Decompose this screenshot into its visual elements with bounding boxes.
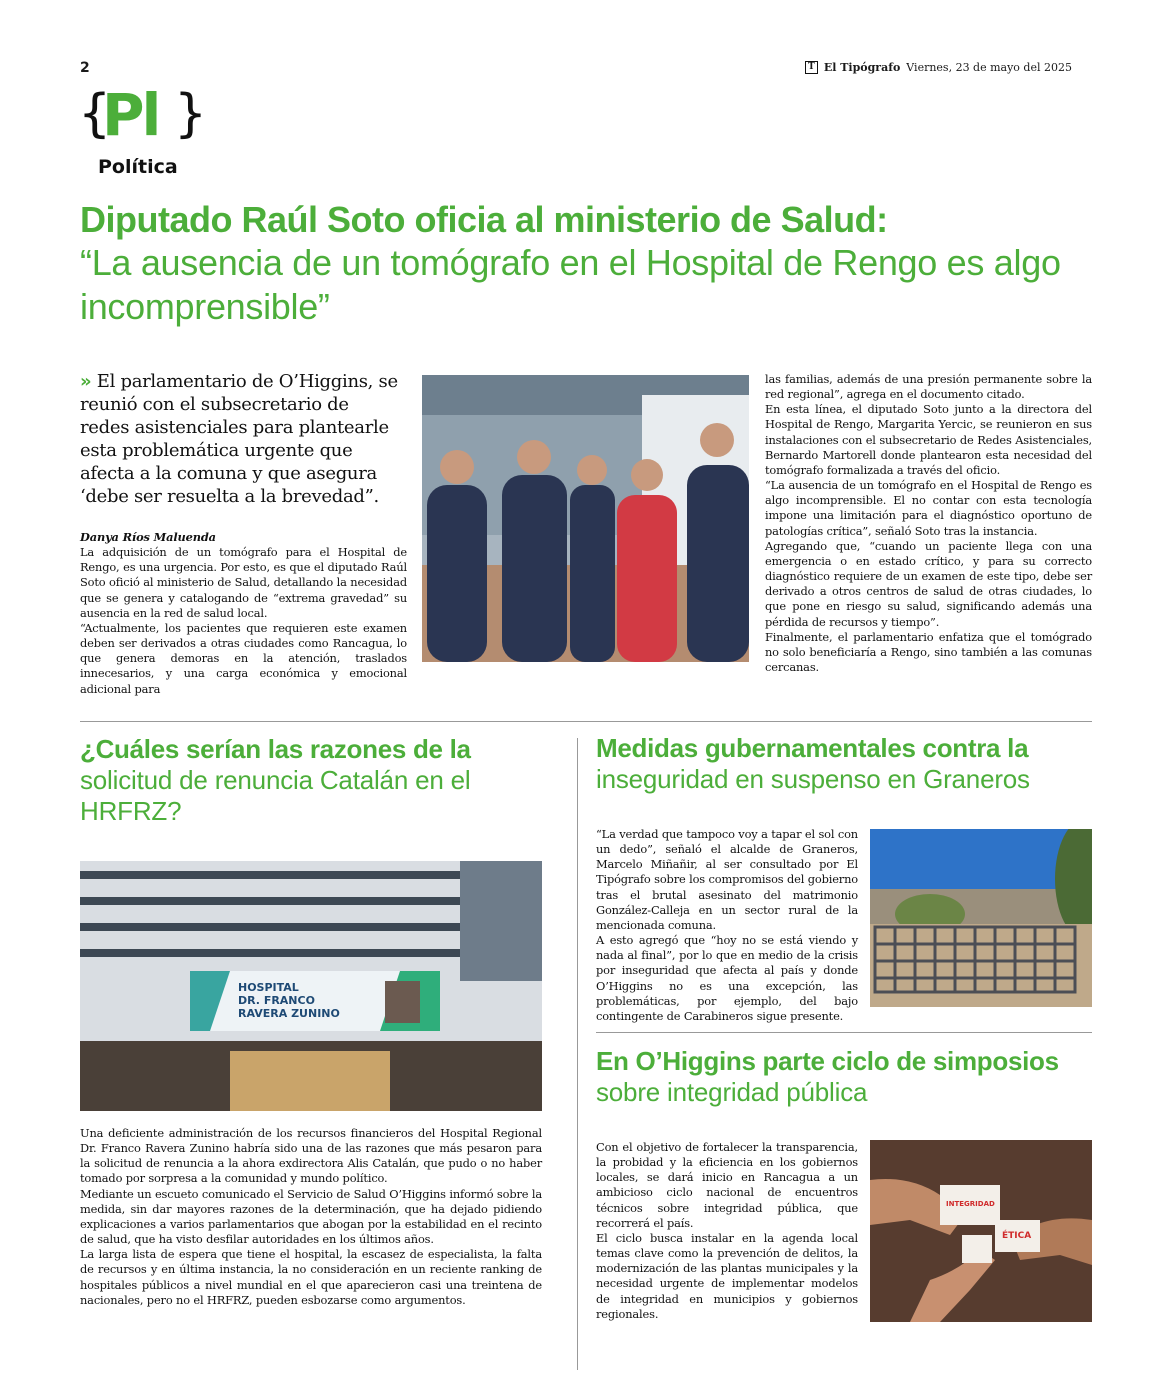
paragraph: Mediante un escueto comunicado el Servicio de Salud O’Higgins informó sobre la medida, sin dar mayores razones de la determinación, que ha dejado pidiendo explicaciones a varios parlamentarios que abogan por la estabilidad en el recinto de salud, que ha visto desfilar autoridades en los últimos años. <box>80 1186 542 1247</box>
banner-line: HOSPITAL <box>238 981 299 994</box>
main-story-column-1 <box>80 530 407 697</box>
paragraph: Con el objetivo de fortalecer la transparencia, la probidad y la eficiencia en los gobiernos locales, se dará inicio en Rancagua a un ambicioso ciclo nacional de encuentros técnicos sobre integridad pública, que recorrerá el país. <box>596 1140 858 1230</box>
puzzle-word: INTEGRIDAD <box>946 1200 995 1208</box>
headline-bold: Diputado Raúl Soto oficia al ministerio de Salud: <box>80 199 888 240</box>
paragraph: En esta línea, el diputado Soto junto a la directora del Hospital de Rengo, Margarita Yercic, se reunieron en sus instalaciones con el subsecretario de Redes Asistenciales, Bernardo Martorell donde plantearon esta necesidad del tomógrafo formalizada a través del oficio. <box>765 402 1092 477</box>
issue-date: Viernes, 23 de mayo del 2025 <box>906 61 1072 74</box>
paragraph: “La ausencia de un tomógrafo en el Hospital de Rengo es algo incomprensible. El no contar con esta tecnología impone una limitación para el diagnóstico oportuno de patologías crítica”, señaló Soto tras la instancia. <box>765 478 1092 538</box>
section-divider <box>80 721 1092 722</box>
hrfrz-title-rest: solicitud de renuncia Catalán en el HRFRZ? <box>80 765 471 827</box>
paragraph: La adquisición de un tomógrafo para el Hospital de Rengo, es una urgencia. Por esto, es que el diputado Raúl Soto ofició al ministerio de Salud, detallando la necesidad que se genera y catalogando de “extrema gravedad” su ausencia en la red de salud local. <box>80 545 407 620</box>
masthead <box>805 61 1072 74</box>
hrfrz-title-bold: ¿Cuáles serían las razones de la <box>80 734 471 764</box>
brace-close: } <box>174 84 208 144</box>
rural-gate-image <box>870 829 1092 1007</box>
paragraph: Agregando que, “cuando un paciente llega con una emergencia o en estado crítico, y para su correcto diagnóstico requiere de un examen de este tipo, debe ser derivado a otros centros de salud de otras ciudades, lo que pone en riesgo su salud, significando además una pérdida de recursos y tiempo”. <box>765 538 1092 629</box>
section-code: Pl <box>102 81 159 149</box>
banner-line: RAVERA ZUNINO <box>238 1007 340 1021</box>
section-label: Política <box>98 156 178 178</box>
graneros-headline <box>596 733 1092 795</box>
integridad-body <box>596 1140 858 1322</box>
lead-text: El parlamentario de O’Higgins, se reunió con el subsecretario de redes asistenciales para plantearle esta problemática urgente que afecta a la comuna y que asegura ‘debe ser resuelta a la brevedad”. <box>80 371 398 508</box>
paragraph: “Actualmente, los pacientes que requieren este examen deben ser derivados a otras ciudades como Rancagua, lo que genera demoras en la atención, traslados innecesarios, y una carga económica y emocional adicional para <box>80 620 407 696</box>
publication-logo-icon: T <box>805 61 818 74</box>
publication-name: El Tipógrafo <box>823 61 901 74</box>
group-photo-image <box>422 375 749 662</box>
graneros-photo <box>870 829 1092 1007</box>
graneros-title-bold: Medidas gubernamentales contra la <box>596 733 1029 763</box>
paragraph: Una deficiente administración de los recursos financieros del Hospital Regional Dr. Franco Ravera Zunino habría sido una de las razones que más pesaron para la solicitud de renuncia a la ahora exdirectora Alis Catalán, que pudo o no haber tomado por sorpresa a la comunidad y mundo político. <box>80 1126 542 1186</box>
puzzle-hands-image <box>870 1140 1092 1322</box>
column-divider <box>577 738 578 1370</box>
main-photo-group <box>422 375 749 662</box>
graneros-title-rest: inseguridad en suspenso en Graneros <box>596 764 1030 795</box>
hrfrz-photo <box>80 861 542 1111</box>
integridad-photo <box>870 1140 1092 1322</box>
main-story-column-3 <box>765 372 1092 675</box>
hrfrz-body <box>80 1126 542 1308</box>
integridad-headline <box>596 1046 1092 1108</box>
brace-open: { <box>78 84 112 144</box>
graneros-body <box>596 827 858 1024</box>
paragraph: El ciclo busca instalar en la agenda local temas clave como la prevención de delitos, la modernización de las plantas municipales y la necesidad urgente de implementar modelos de integridad en municipios y gobiernos regionales. <box>596 1230 858 1321</box>
paragraph: La larga lista de espera que tiene el hospital, la escasez de especialista, la falta de recursos y en última instancia, la no consideración en un reciente ranking de hospitales públicos a nivel mundial en el que aparecieron casi una treintena de nacionales, pero no el HRFRZ, pueden esbozarse como argumentos. <box>80 1247 542 1307</box>
main-headline <box>80 198 1080 329</box>
lead-paragraph <box>80 370 400 508</box>
byline: Danya Ríos Maluenda <box>80 530 216 544</box>
banner-line: DR. FRANCO <box>238 994 315 1008</box>
story-divider <box>596 1032 1092 1033</box>
paragraph: “La verdad que tampoco voy a tapar el sol con un dedo”, señaló el alcalde de Graneros, Marcelo Miñañir, al ser consultado por El Tipógrafo sobre los compromisos del gobierno tras el brutal asesinato del matrimonio González-Calleja en un sector rural de la mencionada comuna. <box>596 827 858 932</box>
headline-quote: “La ausencia de un tomógrafo en el Hospital de Rengo es algo incomprensible” <box>80 242 1061 328</box>
section-mark <box>78 81 208 183</box>
page-number: 2 <box>80 60 90 76</box>
paragraph: A esto agregó que “hoy no se está viendo y nada al final”, por lo que en medio de la crisis por inseguridad que afecta al país y donde O’Higgins no es una excepción, las problemáticas, por ejemplo, del bajo contingente de Carabineros sigue presente. <box>596 933 858 1023</box>
paragraph: las familias, además de una presión permanente sobre la red regional”, agrega en el documento citado. <box>765 372 1092 402</box>
hospital-banner <box>238 981 340 1021</box>
chevron-marker-icon: » <box>80 371 92 392</box>
paragraph: Finalmente, el parlamentario enfatiza que el tomógrado no solo beneficiaría a Rengo, sino también a las comunas cercanas. <box>765 629 1092 674</box>
hrfrz-headline <box>80 734 550 828</box>
integridad-title-rest: sobre integridad pública <box>596 1077 868 1108</box>
integridad-title-bold: En O’Higgins parte ciclo de simposios <box>596 1046 1059 1076</box>
puzzle-word: ÉTICA <box>1002 1231 1032 1241</box>
